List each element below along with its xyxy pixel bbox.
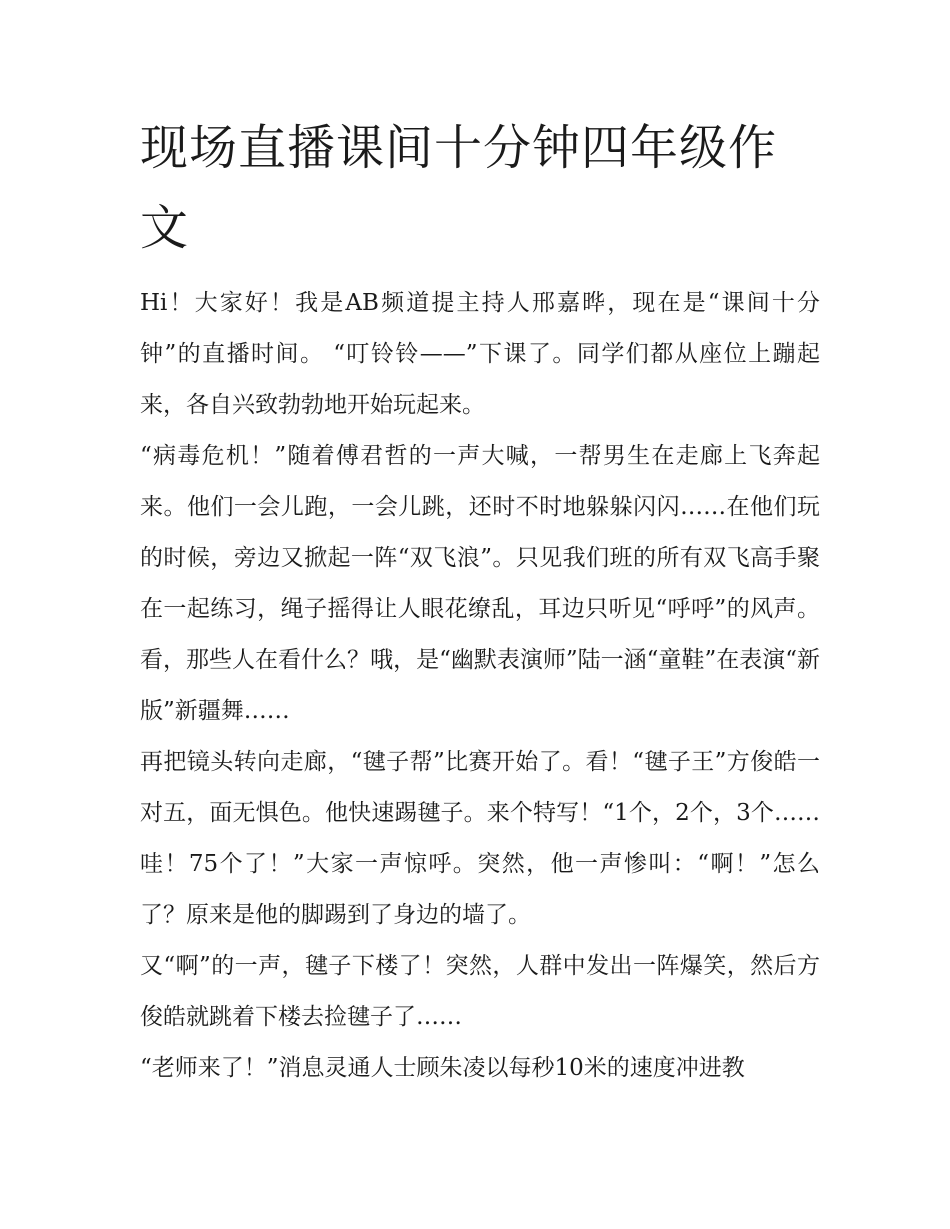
paragraph-shuttlecock-falls: 又“啊”的一声，毽子下楼了！突然，人群中发出一阵爆笑，然后方俊皓就跳着下楼去捡毽子了…… <box>140 953 820 1030</box>
document-page <box>140 108 820 1094</box>
paragraph-virus-game: “病毒危机！”随着傅君哲的一声大喊，一帮男生在走廊上飞奔起来。他们一会儿跑，一会儿跳，还时不时地躲躲闪闪……在他们玩的时候，旁边又掀起一阵“双飞浪”。只见我们班的所有双飞高手聚在一起练习，绳子摇得让人眼花缭乱，耳边只听见“呼呼”的风声。看，那些人在看什么？哦，是“幽默表演师”陆一涵“童鞋”在表演“新版”新疆舞…… <box>140 443 820 724</box>
paragraph-teacher-coming: “老师来了！”消息灵通人士顾朱凌以每秒10米的速度冲进教 <box>140 1055 745 1081</box>
paragraph-intro: Hi！大家好！我是AB频道提主持人邢嘉晔，现在是“课间十分钟”的直播时间。 “叮铃铃——”下课了。同学们都从座位上蹦起来，各自兴致勃勃地开始玩起来。 <box>140 290 820 418</box>
paragraph-shuttlecock: 再把镜头转向走廊，“毽子帮”比赛开始了。看！“毽子王”方俊皓一对五，面无惧色。他快速踢毽子。来个特写！“1个，2个，3个……哇！75个了！”大家一声惊呼。突然，他一声惨叫：“啊！”怎么了？原来是他的脚踢到了身边的墙了。 <box>140 749 820 928</box>
document-title: 现场直播课间十分钟四年级作文 <box>140 120 778 256</box>
